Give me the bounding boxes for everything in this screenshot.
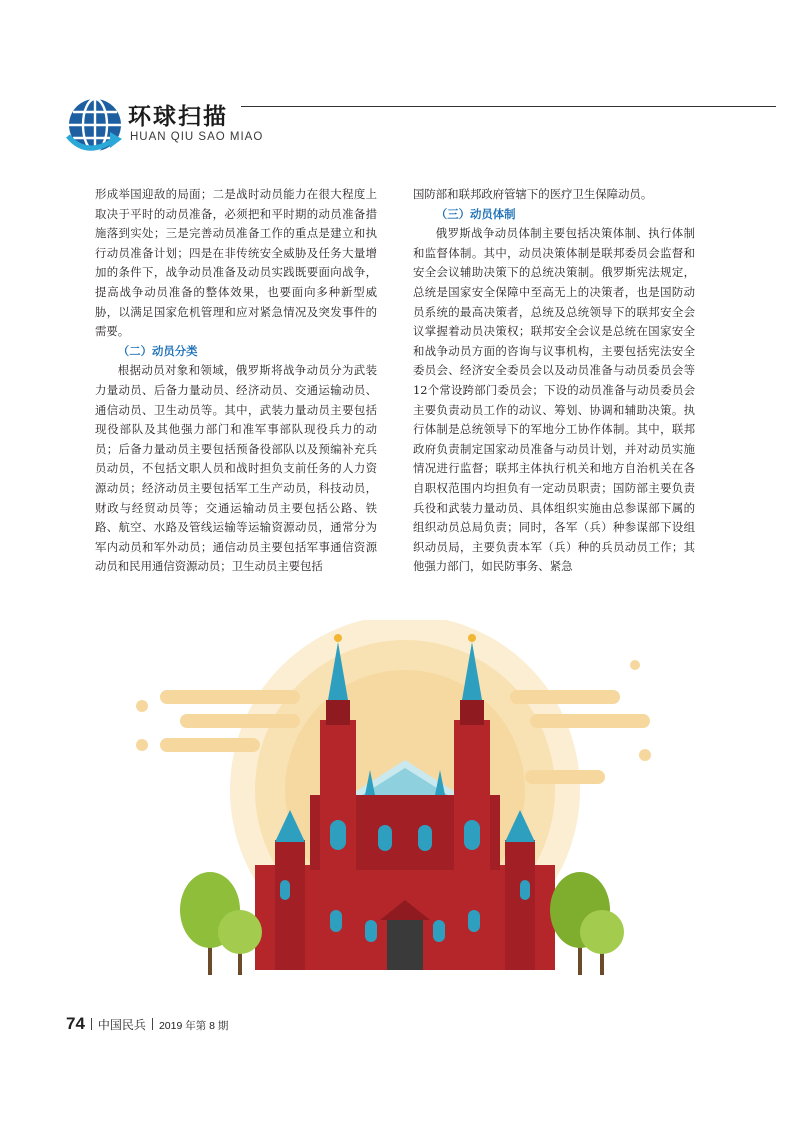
building-illustration: [130, 620, 680, 990]
issue-label: 2019 年第 8 期: [158, 1020, 229, 1032]
globe-arrow-icon: [66, 96, 124, 154]
paragraph: 国防部和联邦政府管辖下的医疗卫生保障动员。: [413, 187, 653, 201]
page-number: 74: [66, 1014, 85, 1033]
divider: [91, 1018, 92, 1030]
header-title: 环球扫描: [128, 104, 228, 130]
section-heading: （二）动员分类: [117, 343, 198, 358]
header-subtitle: HUAN QIU SAO MIAO: [130, 131, 264, 143]
section-header: [66, 96, 776, 160]
paragraph: 俄罗斯战争动员体制主要包括决策体制、执行体制和监督体制。其中，动员决策体制是联邦委员会监督和安全会议辅助决策下的总统决策制。俄罗斯宪法规定，总统是国家安全保障中至高无上的决策者，也是国防动员系统的最高决策者，总统及总统领导下的联邦安全会议掌握着动员决策权；联邦安全会议是总统在国家安全和战争动员方面的咨询与议事机构，主要包括宪法安全委员会、经济安全委员会以及动员准备与动员委员会等12个常设跨部门委员会；下设的动员准备与动员委员会主要负责动员工作的动议、筹划、协调和辅助决策。执行体制是总统领导下的军地分工协作体制。其中，联邦政府负责制定国家动员准备与动员计划，并对动员实施情况进行监督；联邦主体执行机关和地方自治机关在各自职权范围内均担负有一定动员职责；国防部主要负责兵役和武装力量动员、具体组织实施由总参谋部下属的组织动员总局负责；同时，各军（兵）种参谋部下设组织动员局，主要负责本军（兵）种的兵员动员工作；其他强力部门，如民防事务、紧急: [413, 226, 695, 574]
left-column: [95, 185, 377, 577]
page-footer: [66, 1014, 228, 1034]
paragraph: 形成举国迎敌的局面；二是战时动员能力在很大程度上取决于平时的动员准备，必须把和平时期的动员准备措施落到实处；三是完善动员准备工作的重点是建立和执行动员准备计划；四是在非传统安全威胁及任务大量增加的条件下，战争动员准备及动员实践既要面向战争，提高战争动员准备的整体效果，也要面向多种新型威胁，以满足国家危机管理和应对紧急情况及突发事件的需要。: [95, 187, 377, 339]
section-heading: （三）动员体制: [435, 206, 516, 221]
header-rule: [241, 106, 776, 107]
right-column: [413, 185, 695, 577]
divider: [152, 1018, 153, 1030]
magazine-name: 中国民兵: [97, 1018, 146, 1032]
paragraph: 根据动员对象和领域，俄罗斯将战争动员分为武装力量动员、后备力量动员、经济动员、交通运输动员、通信动员、卫生动员等。其中，武装力量动员主要包括现役部队及其他强力部门和准军事部队现役兵力的动员；后备力量动员主要包括预备役部队以及预编补充兵员动员，不包括文职人员和战时担负支前任务的人力资源动员；经济动员主要包括军工生产动员，科技动员，财政与经贸动员等；交通运输动员主要包括公路、铁路、航空、水路及管线运输等运输资源动员，通常分为军内动员和军外动员；通信动员主要包括军事通信资源动员和民用通信资源动员；卫生动员主要包括: [95, 363, 377, 574]
